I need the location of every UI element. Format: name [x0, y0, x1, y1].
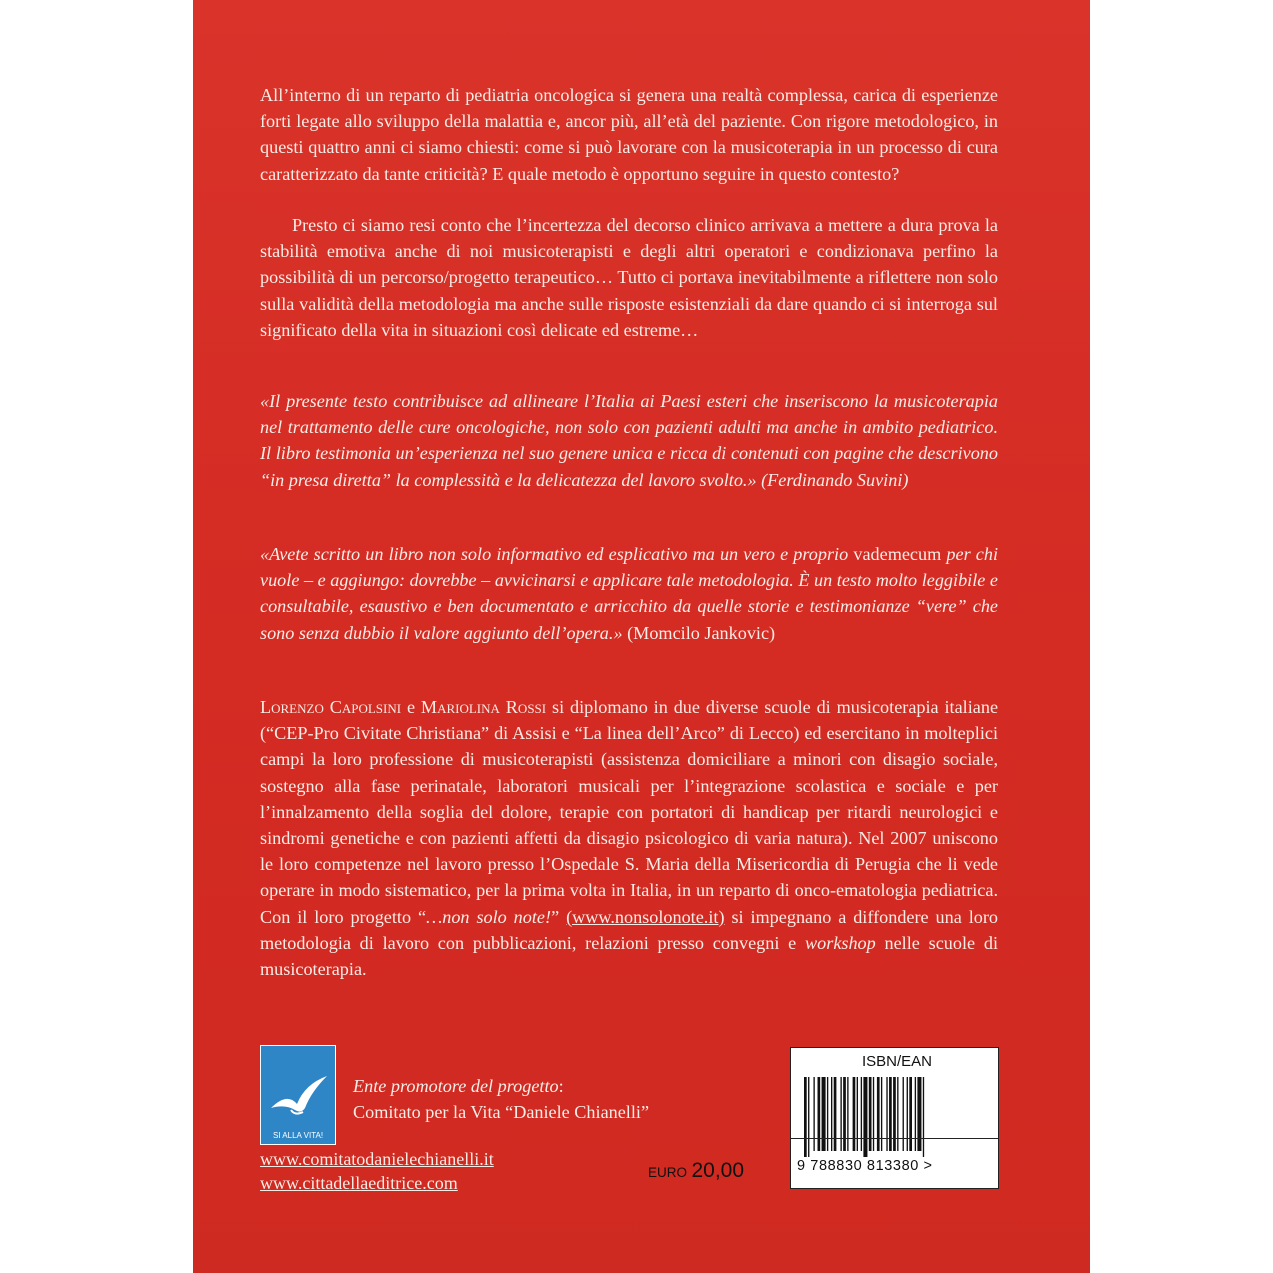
quote-jankovic-author: (Momcilo Jankovic)	[627, 622, 776, 643]
blurb-paragraph-1	[260, 82, 998, 187]
authors-and: e	[406, 697, 416, 717]
isbn-label: ISBN/EAN	[862, 1053, 933, 1070]
quote-suvini	[260, 388, 998, 493]
blurb-paragraph-2	[260, 212, 998, 343]
logo-caption: SI ALLA VITA!	[272, 1131, 324, 1140]
quote-suvini-text: «Il presente testo contribuisce ad allineare l’Italia ai Paesi esteri che inseriscono la musicoterapia nel trattamento delle cure oncologiche, non solo con pazienti adulti ma anche in ambito pediatrico. Il libro testimonia un’esperienza nel suo genere unica e ricca di contenuti con pagine che descrivono “in presa diretta” la complessità e la delicatezza del lavoro svolto.» (Ferdinando Suvini)	[260, 391, 998, 490]
seagull-icon	[261, 1046, 335, 1144]
price-currency: EURO	[648, 1165, 688, 1180]
promoter-label-line	[353, 1073, 649, 1099]
blurb-text-2: Presto ci siamo resi conto che l’incertezza del decorso clinico arrivava a mettere a dura prova la stabilità emotiva anche di noi musicoterapisti e degli altri operatori e condizionava perfino la possibilità di un percorso/progetto terapeutico… Tutto ci portava inevitabilmente a riflettere non solo sulla validità della metodologia ma anche sulle risposte esistenziali da dare quando ci si interroga sul significato della vita in situazioni così delicate ed estreme…	[260, 215, 998, 340]
url-comitato-link[interactable]: www.comitatodanielechianelli.it	[260, 1149, 494, 1169]
quote-jankovic	[260, 541, 998, 646]
authors-bio-text-3: nelle scuole di musicoterapia.	[260, 932, 998, 980]
authors-bio-text-2: si impegnano a diffondere una loro metodologia di lavoro con pubblicazioni, relazioni presso convegni e	[260, 906, 998, 953]
author-name-capolsini: Lorenzo Capolsini	[260, 697, 402, 717]
project-website-link[interactable]: (www.nonsolonote.it)	[566, 906, 725, 927]
blurb-text-1: All’interno di un reparto di pediatria oncologica si genera una realtà complessa, carica di esperienze forti legate allo sviluppo della malattia e, ancor più, all’età del paziente. Con rigore metodologico, in questi quattro anni ci siamo chiesti: come si può lavorare con la musicoterapia in un processo di cura caratterizzato da tante criticità? E quale metodo è opportuno seguire in questo contesto?	[260, 85, 998, 184]
url-cittadella-link[interactable]: www.cittadellaeditrice.com	[260, 1173, 458, 1193]
promoter-label: Ente promotore del progetto	[353, 1076, 559, 1096]
price-label	[648, 1159, 744, 1183]
authors-bio-text-1: si diplomano in due diverse scuole di musicoterapia italiane (“CEP-Pro Civitate Christiana” di Assisi e “La linea dell’Arco” di Lecco) ed esercitano in molteplici campi la loro professione di musicoterapisti (assistenza domiciliare a minori con disagio sociale, sostegno alla fase perinatale, laboratori musicali per l’integrazione scolastica e sociale e per l’innalzamento della soglia del dolore, terapie con portatori di handicap per ritardi neurologici e sindromi genetiche e con pazienti affetti da disagio psicologico di varia natura). Nel 2007 uniscono le loro competenze nel lavoro presso l’Ospedale S. Maria della Misericordia di Perugia che li vede operare in modo sistematico, per la prima volta in Italia, in un reparto di onco-ematologia pediatrica. Con il loro progetto	[260, 697, 999, 927]
price-amount: 20,00	[691, 1159, 745, 1182]
price-divider	[790, 1138, 999, 1189]
si-alla-vita-logo	[260, 1045, 336, 1145]
promoter-name: Comitato per la Vita “Daniele Chianelli”	[353, 1102, 650, 1122]
isbn-digits: 9 788830 813380 >	[797, 1158, 933, 1174]
promoter-colon: :	[558, 1076, 564, 1096]
quote-jankovic-mid: per chi vuole – e aggiungo: dovrebbe – avvicinarsi e applicare tale metodologia. È un testo molto leggibile e consultabile, esaustivo e ben documentato e arricchito da quelle storie e testimonianze “vere” che sono senza dubbio il valore aggiunto dell’opera.»	[260, 544, 999, 643]
promoter-block	[353, 1073, 649, 1125]
authors-bio	[260, 694, 998, 982]
author-name-rossi: Mariolina Rossi	[420, 697, 547, 717]
quote-jankovic-start: «Avete scritto un libro non solo informativo ed esplicativo ma un vero e proprio	[260, 544, 849, 564]
book-back-cover	[193, 0, 1090, 1273]
project-name: “…non solo note!”	[418, 906, 560, 927]
quote-jankovic-vademecum: vademecum	[853, 544, 942, 564]
workshop-word: workshop	[805, 932, 876, 953]
